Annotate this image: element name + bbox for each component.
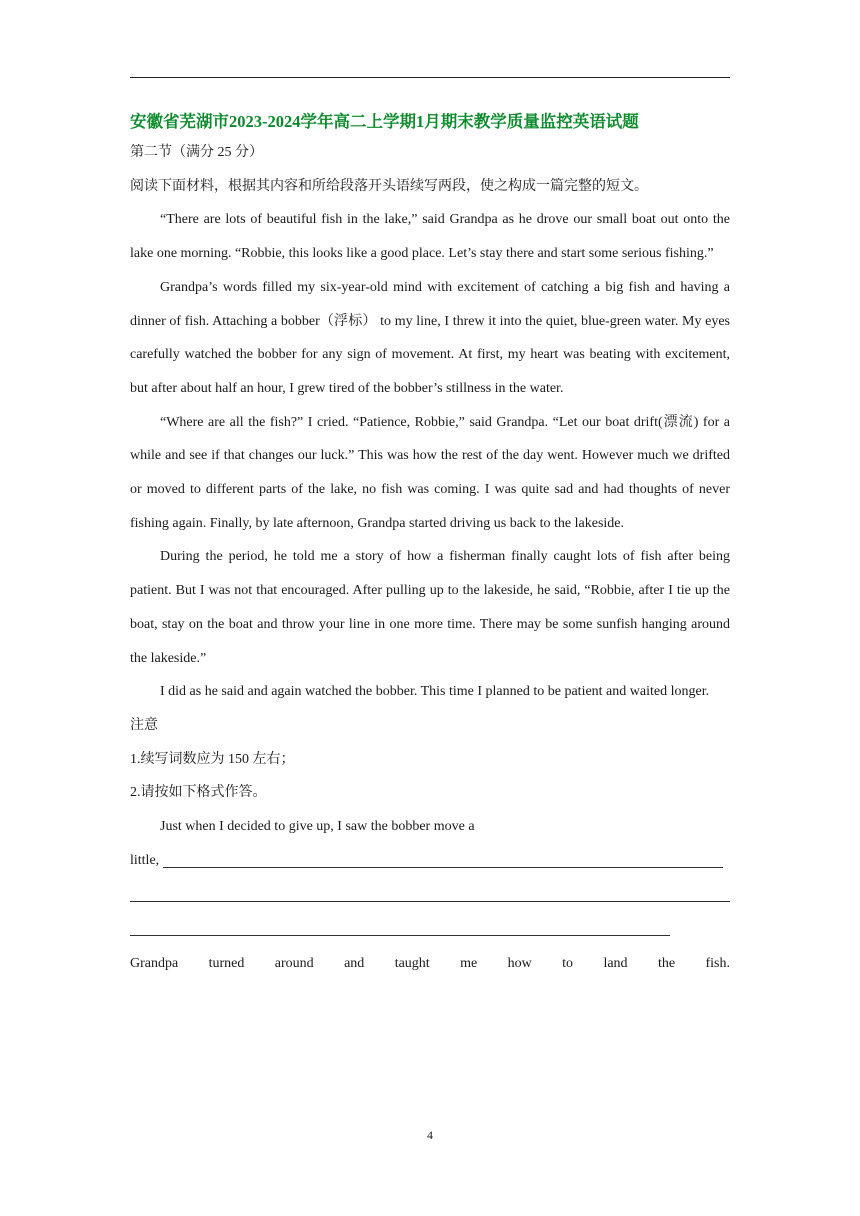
story-paragraph-3: “Where are all the fish?” I cried. “Patience, Robbie,” said Grandpa. “Let our boat drift(漂流) for a while and see if that changes our luck.” This was how the rest of the day went. However much we drifted or moved to different parts of the lake, no fish was coming. I was quite sad and had thoughts of never fishing again. Finally, by late afternoon, Grandpa started driving us back to the lakeside. bbox=[130, 414, 730, 531]
prompt2-word: and bbox=[344, 955, 365, 971]
prompt-paragraph-1-cont: little, bbox=[130, 852, 160, 868]
prompt2-word: to bbox=[562, 955, 574, 971]
prompt2-word: turned bbox=[208, 955, 245, 971]
prompt2-word: around bbox=[274, 955, 314, 971]
prompt2-word: fish. bbox=[705, 955, 730, 971]
prompt2-word: the bbox=[657, 955, 676, 971]
answer-underline-3 bbox=[130, 935, 670, 936]
prompt-paragraph-1-start: Just when I decided to give up, I saw the bobber move a bbox=[160, 819, 475, 835]
prompt-paragraph-2-start bbox=[130, 947, 730, 981]
header-rule bbox=[130, 77, 730, 78]
answer-line-2[interactable] bbox=[130, 877, 730, 911]
answer-underline-2 bbox=[130, 901, 730, 902]
story-paragraph-4: During the period, he told me a story of how a fisherman finally caught lots of fish after being patient. But I was not that encouraged. After pulling up to the lakeside, he said, “Robbie, after I tie up the boat, stay on the boat and throw your line in one more time. There may be some sunfish hanging around the lakeside.” bbox=[130, 549, 730, 666]
story-paragraph-5: I did as he said and again watched the bobber. This time I planned to be patient and waited longer. bbox=[160, 684, 710, 700]
document-title: 安徽省芜湖市2023-2024学年高二上学期1月期末教学质量监控英语试题 bbox=[130, 112, 639, 131]
answer-underline-1 bbox=[163, 867, 723, 868]
note-format: 2.请按如下格式作答。 bbox=[130, 785, 267, 801]
instruction-text: 阅读下面材料，根据其内容和所给段落开头语续写两段，使之构成一篇完整的短文。 bbox=[130, 178, 648, 194]
story-paragraph-1: “There are lots of beautiful fish in the lake,” said Grandpa as he drove our small boat out onto the lake one morning. “Robbie, this looks like a good place. Let’s stay there and start some serious fishing.” bbox=[130, 212, 730, 262]
page-number: 4 bbox=[427, 1128, 433, 1142]
prompt2-word: me bbox=[460, 955, 478, 971]
answer-line-3[interactable] bbox=[130, 911, 730, 945]
note-word-count: 1.续写词数应为 150 左右； bbox=[130, 751, 295, 767]
answer-line-1[interactable] bbox=[130, 844, 730, 878]
prompt2-word: how bbox=[507, 955, 532, 971]
notes-heading: 注意 bbox=[130, 717, 158, 733]
prompt2-word: land bbox=[603, 955, 628, 971]
section-heading: 第二节（满分 25 分） bbox=[130, 145, 263, 160]
document-body bbox=[130, 108, 730, 981]
story-paragraph-2: Grandpa’s words filled my six-year-old mind with excitement of catching a big fish and having a dinner of fish. Attaching a bobber（浮标） to my line, I threw it into the quiet, blue-green water. My eyes carefully watched the bobber for any sign of movement. At first, my heart was beating with excitement, but after about half an hour, I grew tired of the bobber’s stillness in the water. bbox=[130, 279, 730, 396]
prompt2-word: taught bbox=[394, 955, 430, 971]
prompt2-word: Grandpa bbox=[130, 955, 179, 971]
